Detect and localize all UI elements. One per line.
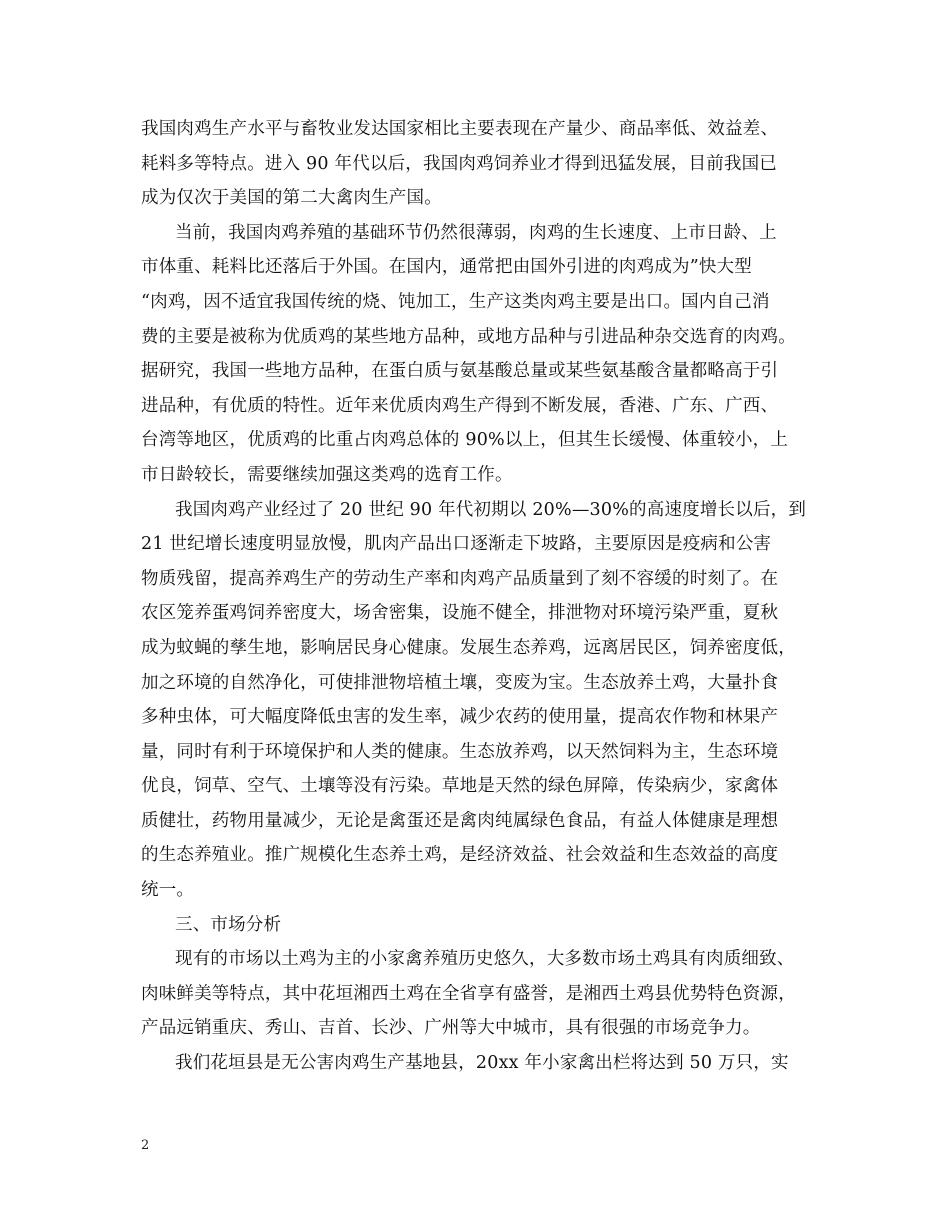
text-line: 成为蚊蝇的孳生地，影响居民身心健康。发展生态养鸡，远离居民区，饲养密度低， [141, 637, 796, 658]
text-line: 市体重、耗料比还落后于外国。在国内，通常把由国外引进的肉鸡成为”快大型 [141, 257, 752, 278]
text-line: 质健壮，药物用量减少，无论是禽蛋还是禽肉纯属绿色食品，有益人体健康是理想 [141, 810, 779, 831]
text-line: 的生态养殖业。推广规模化生态养土鸡，是经济效益、社会效益和生态效益的高度 [141, 845, 779, 866]
text-line: 肉味鲜美等特点，其中花垣湘西土鸡在全省享有盛誉，是湘西土鸡县优势特色资源， [141, 983, 796, 1004]
text-line: 进品种，有优质的特性。近年来优质肉鸡生产得到不断发展，香港、广东、广西、 [141, 395, 779, 416]
text-line: 统一。 [141, 880, 195, 901]
text-line: 多种虫体，可大幅度降低虫害的发生率，减少农药的使用量，提高农作物和林果产 [141, 707, 779, 728]
text-line: 市日龄较长，需要继续加强这类鸡的选育工作。 [141, 464, 513, 485]
text-line: 加之环境的自然净化，可使排泄物培植土壤，变废为宝。生态放养土鸡，大量扑食 [141, 672, 779, 693]
text-line: 费的主要是被称为优质鸡的某些地方品种，或地方品种与引进品种杂交选育的肉鸡。 [141, 326, 796, 347]
text-line: 我国肉鸡生产水平与畜牧业发达国家相比主要表现在产量少、商品率低、效益差、 [141, 119, 779, 139]
text-line: 成为仅次于美国的第二大禽肉生产国。 [141, 188, 442, 209]
paragraph-first-line: 现有的市场以土鸡为主的小家禽养殖历史悠久，大多数市场土鸡具有肉质细致、 [175, 949, 795, 970]
body-text [141, 112, 821, 1081]
page-number: 2 [141, 1138, 150, 1153]
text-line: 产品远销重庆、秀山、吉首、长沙、广州等大中城市，具有很强的市场竞争力。 [141, 1018, 761, 1039]
text-line: 物质残留，提高养鸡生产的劳动生产率和肉鸡产品质量到了刻不容缓的时刻了。在 [141, 568, 779, 589]
paragraph-first-line: 我国肉鸡产业经过了 20 世纪 90 年代初期以 20%—30%的高速度增长以后，到 [175, 499, 807, 520]
text-line: 量，同时有利于环境保护和人类的健康。生态放养鸡，以天然饲料为主，生态环境 [141, 741, 779, 762]
text-line: 21 世纪增长速度明显放慢，肌肉产品出口逐渐走下坡路，主要原因是疫病和公害 [141, 534, 772, 555]
section-heading: 三、市场分析 [175, 914, 282, 935]
text-line: 台湾等地区，优质鸡的比重占肉鸡总体的 90%以上，但其生长缓慢、体重较小，上 [141, 430, 789, 451]
paragraph-first-line: 我们花垣县是无公害肉鸡生产基地县，20xx 年小家禽出栏将达到 50 万只，实 [175, 1053, 789, 1074]
text-line: 耗料多等特点。进入 90 年代以后，我国肉鸡饲养业才得到迅猛发展，目前我国已 [141, 153, 777, 174]
text-line: 优良，饲草、空气、土壤等没有污染。草地是天然的绿色屏障，传染病少，家禽体 [141, 776, 779, 797]
text-line: “肉鸡，因不适宜我国传统的烧、饨加工，生产这类肉鸡主要是出口。国内自己消 [141, 291, 770, 312]
paragraph-first-line: 当前，我国肉鸡养殖的基础环节仍然很薄弱，肉鸡的生长速度、上市日龄、上 [175, 222, 777, 243]
text-line: 农区笼养蛋鸡饲养密度大，场舍密集，设施不健全，排泄物对环境污染严重，夏秋 [141, 603, 779, 624]
text-line: 据研究，我国一些地方品种，在蛋白质与氨基酸总量或某些氨基酸含量都略高于引 [141, 361, 779, 382]
